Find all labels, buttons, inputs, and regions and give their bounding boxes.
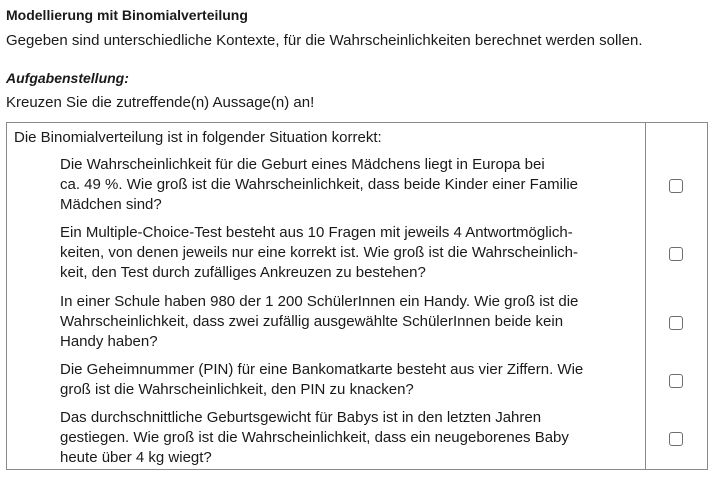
option-5-line-3: heute über 4 kg wiegt? [60, 449, 212, 466]
option-1-line-2: ca. 49 %. Wie groß ist die Wahrscheinlichkeit, dass beide Kinder einer Familie [60, 176, 578, 193]
option-3-checkbox[interactable] [669, 316, 683, 330]
column-divider [645, 123, 646, 469]
option-5-checkbox[interactable] [669, 432, 683, 446]
option-5-line-2: gestiegen. Wie groß ist die Wahrscheinlichkeit, dass ein neugeborenes Baby [60, 429, 569, 446]
option-1-line-1: Die Wahrscheinlichkeit für die Geburt eines Mädchens liegt in Europa bei [60, 156, 545, 173]
task-heading: Aufgabenstellung: [6, 70, 129, 86]
option-3-text [60, 292, 640, 352]
option-1-line-3: Mädchen sind? [60, 196, 162, 213]
option-1-checkbox[interactable] [669, 179, 683, 193]
option-2-checkbox[interactable] [669, 247, 683, 261]
option-2-line-2: keiten, von denen jeweils nur eine korrekt ist. Wie groß ist die Wahrscheinlich- [60, 244, 578, 261]
option-4-line-1: Die Geheimnummer (PIN) für eine Bankomatkarte besteht aus vier Ziffern. Wie [60, 361, 584, 378]
exercise-title: Modellierung mit Binomialverteilung [6, 7, 248, 23]
option-1-text [60, 155, 640, 215]
option-5-line-1: Das durchschnittliche Geburtsgewicht für Babys ist in den letzten Jahren [60, 409, 542, 426]
question-stem: Die Binomialverteilung ist in folgender Situation korrekt: [14, 129, 382, 146]
option-2-line-3: keit, den Test durch zufälliges Ankreuzen zu bestehen? [60, 264, 426, 281]
option-4-text [60, 360, 640, 400]
option-5-text [60, 408, 640, 468]
option-3-line-1: In einer Schule haben 980 der 1 200 SchülerInnen ein Handy. Wie groß ist die [60, 293, 579, 310]
option-2-text [60, 223, 640, 283]
option-4-line-2: groß ist die Wahrscheinlichkeit, den PIN zu knacken? [60, 381, 414, 398]
option-3-line-2: Wahrscheinlichkeit, dass zwei zufällig ausgewählte SchülerInnen beide kein [60, 313, 564, 330]
option-3-line-3: Handy haben? [60, 333, 158, 350]
intro-text: Gegeben sind unterschiedliche Kontexte, für die Wahrscheinlichkeiten berechnet werden sollen. [6, 32, 643, 49]
answer-table [6, 122, 708, 470]
instruction-text: Kreuzen Sie die zutreffende(n) Aussage(n) an! [6, 94, 315, 111]
option-2-line-1: Ein Multiple-Choice-Test besteht aus 10 Fragen mit jeweils 4 Antwortmöglich- [60, 224, 573, 241]
option-4-checkbox[interactable] [669, 374, 683, 388]
